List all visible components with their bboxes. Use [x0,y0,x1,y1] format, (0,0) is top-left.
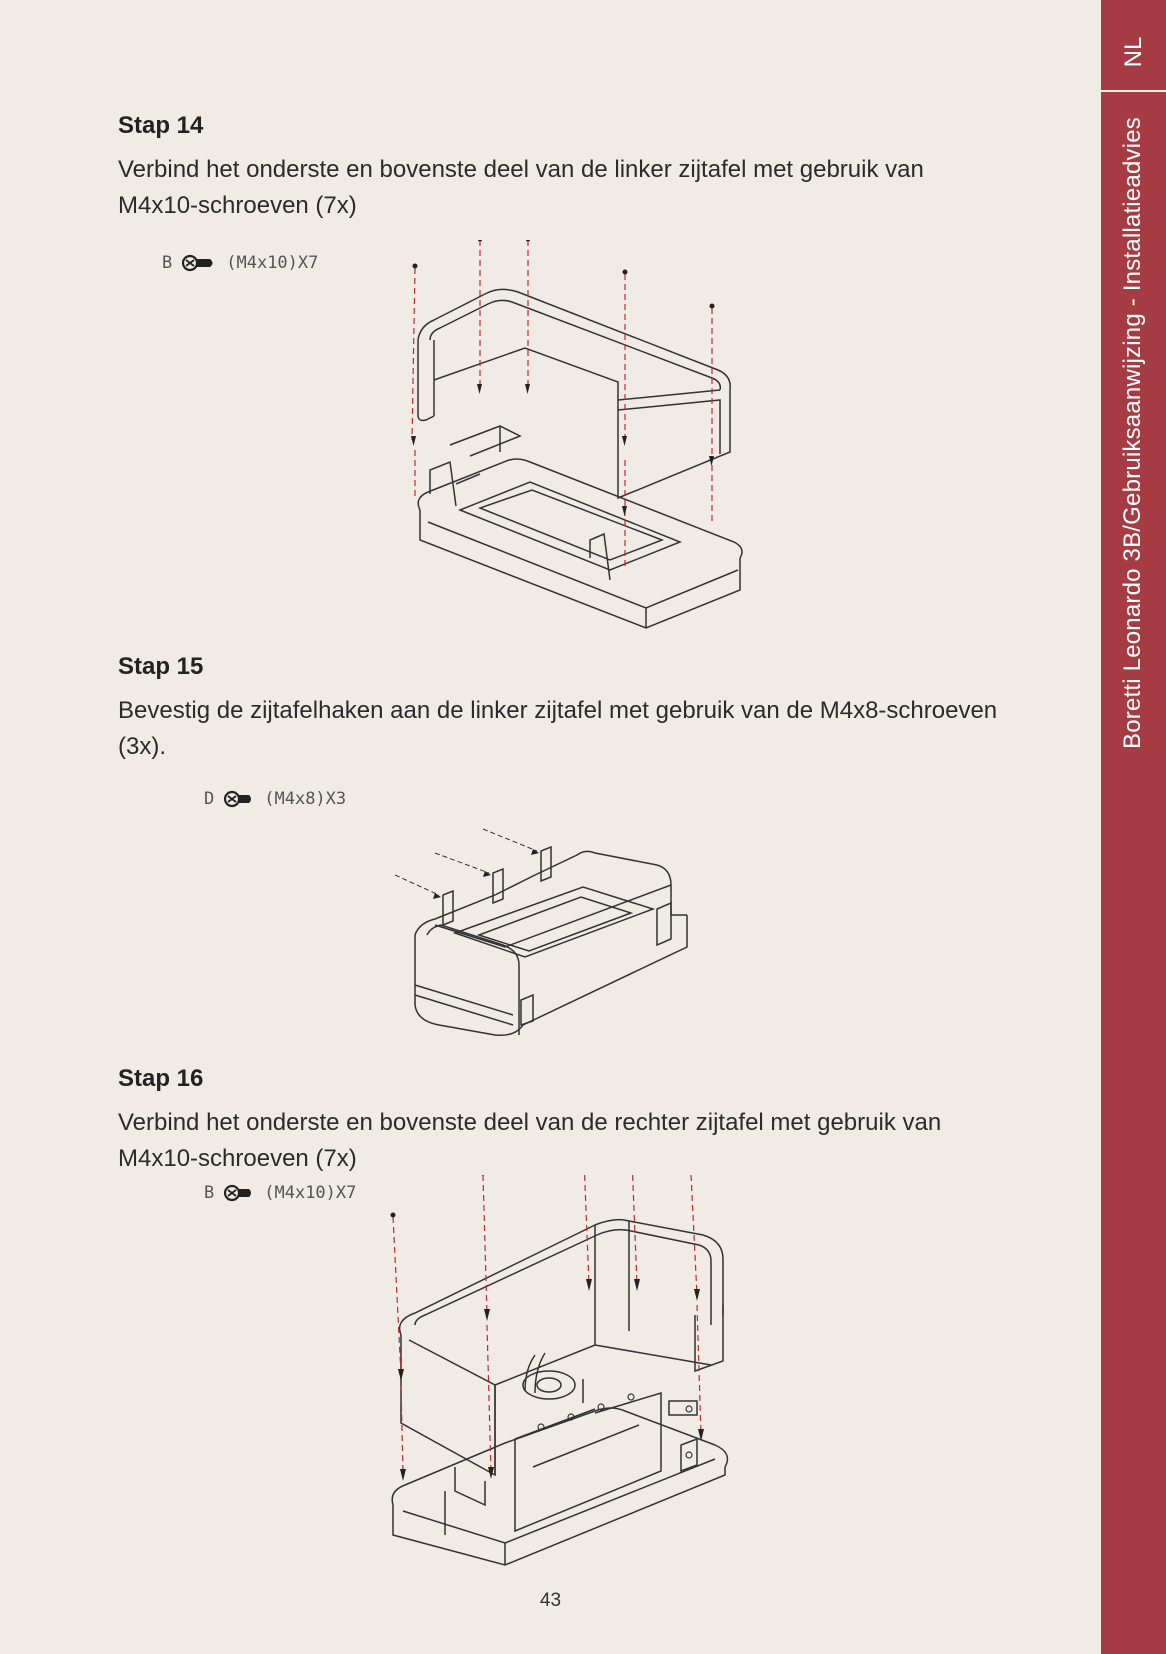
part-spec: (M4x10)X7 [264,1183,357,1203]
step-14-parts [162,253,318,273]
page-number: 43 [539,1590,562,1611]
step-14-assembly-drawing [400,240,800,640]
part-letter: D [204,789,215,809]
screw-icon [224,1183,254,1203]
part-spec: (M4x10)X7 [226,253,319,273]
screw-icon [182,253,216,273]
step-14-text: Verbind het onderste en bovenste deel van de linker zijtafel met gebruik van M4x10-schroeven (7x) [118,156,924,219]
part-letter: B [204,1183,215,1203]
sidebar [1101,0,1166,1654]
step-16-assembly-drawing [385,1175,765,1575]
step-15-parts [204,789,346,809]
part-letter: B [162,253,173,273]
step-14-title: Stap 14 [118,112,204,139]
screw-icon [224,789,254,809]
step-15-text: Bevestig de zijtafelhaken aan de linker zijtafel met gebruik van de M4x8-schroeven (3x). [118,697,998,760]
step-16-text: Verbind het onderste en bovenste deel van de rechter zijtafel met gebruik van M4x10-schroeven (7x) [118,1109,942,1172]
running-title: Boretti Leonardo 3B/Gebruiksaanwijzing - Installatieadvies [1119,117,1146,749]
step-16-title: Stap 16 [118,1065,204,1092]
part-spec: (M4x8)X3 [264,789,347,809]
step-15-title: Stap 15 [118,653,204,680]
step-15-assembly-drawing [395,825,735,1050]
language-label: NL [1119,36,1147,68]
language-tab [1101,0,1166,92]
step-16-parts [204,1183,356,1203]
